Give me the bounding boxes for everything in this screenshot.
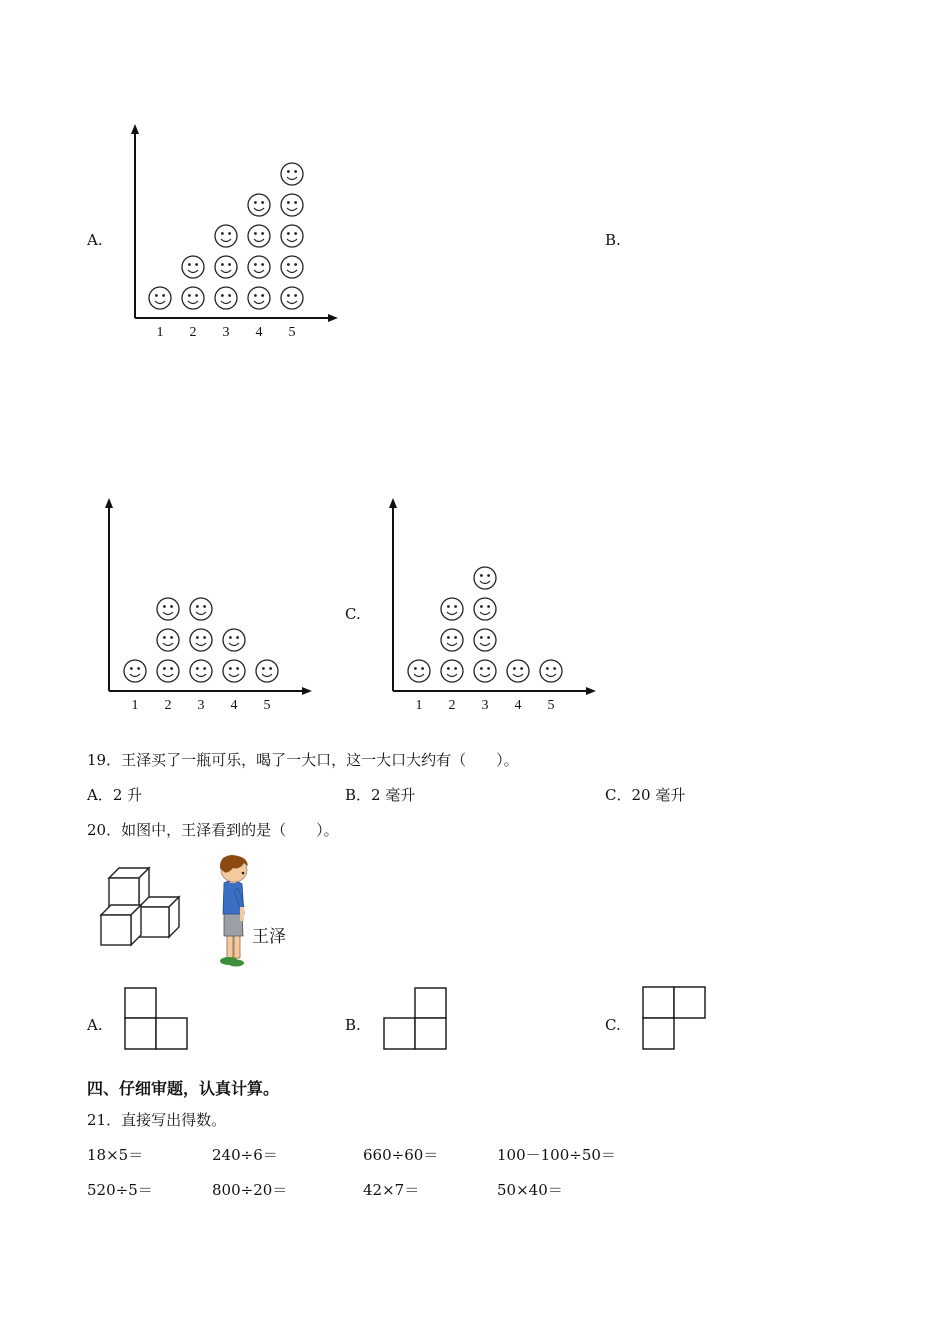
calc-item: 18×5＝ xyxy=(87,1146,144,1164)
calc-item: 520÷5＝ xyxy=(87,1181,153,1199)
person-label: 王泽 xyxy=(252,927,286,947)
option-c-label[interactable]: C. xyxy=(345,605,361,623)
q20-option-c[interactable]: C. xyxy=(605,1016,621,1034)
q20-option-a[interactable]: A. xyxy=(87,1016,103,1034)
calc-item: 660÷60＝ xyxy=(363,1146,439,1164)
x-tick-label: 1 xyxy=(156,325,164,340)
calc-item: 42×7＝ xyxy=(363,1181,420,1199)
q21-text: 21．直接写出得数。 xyxy=(87,1111,227,1129)
q19-option-a[interactable]: A．2 升 xyxy=(87,786,143,804)
q20-text: 20．如图中，王泽看到的是（ ）。 xyxy=(87,821,339,839)
x-tick-label: 1 xyxy=(131,698,139,713)
x-tick-label: 4 xyxy=(255,325,263,340)
x-tick-label: 2 xyxy=(189,325,197,340)
calc-item: 240÷6＝ xyxy=(212,1146,278,1164)
q19-option-c[interactable]: C．20 毫升 xyxy=(605,786,686,804)
q19-option-b[interactable]: B．2 毫升 xyxy=(345,786,416,804)
x-tick-label: 5 xyxy=(288,325,296,340)
option-a-label[interactable]: A. xyxy=(87,231,103,249)
x-tick-label: 3 xyxy=(197,698,205,713)
option-b-label[interactable]: B. xyxy=(605,231,621,249)
x-tick-label: 3 xyxy=(481,698,489,713)
x-tick-label: 3 xyxy=(222,325,230,340)
x-tick-label: 4 xyxy=(230,698,238,713)
calc-item: 800÷20＝ xyxy=(212,1181,288,1199)
calc-item: 50×40＝ xyxy=(497,1181,563,1199)
x-tick-label: 5 xyxy=(263,698,271,713)
x-tick-label: 4 xyxy=(514,698,522,713)
q20-option-b[interactable]: B. xyxy=(345,1016,361,1034)
x-tick-label: 2 xyxy=(448,698,456,713)
x-tick-label: 5 xyxy=(547,698,555,713)
q19-text: 19．王泽买了一瓶可乐，喝了一大口，这一大口大约有（ ）。 xyxy=(87,751,519,769)
x-tick-label: 2 xyxy=(164,698,172,713)
calc-item: 100－100÷50＝ xyxy=(497,1146,616,1164)
x-tick-label: 1 xyxy=(415,698,423,713)
section-title: 四、仔细审题，认真计算。 xyxy=(87,1079,280,1098)
